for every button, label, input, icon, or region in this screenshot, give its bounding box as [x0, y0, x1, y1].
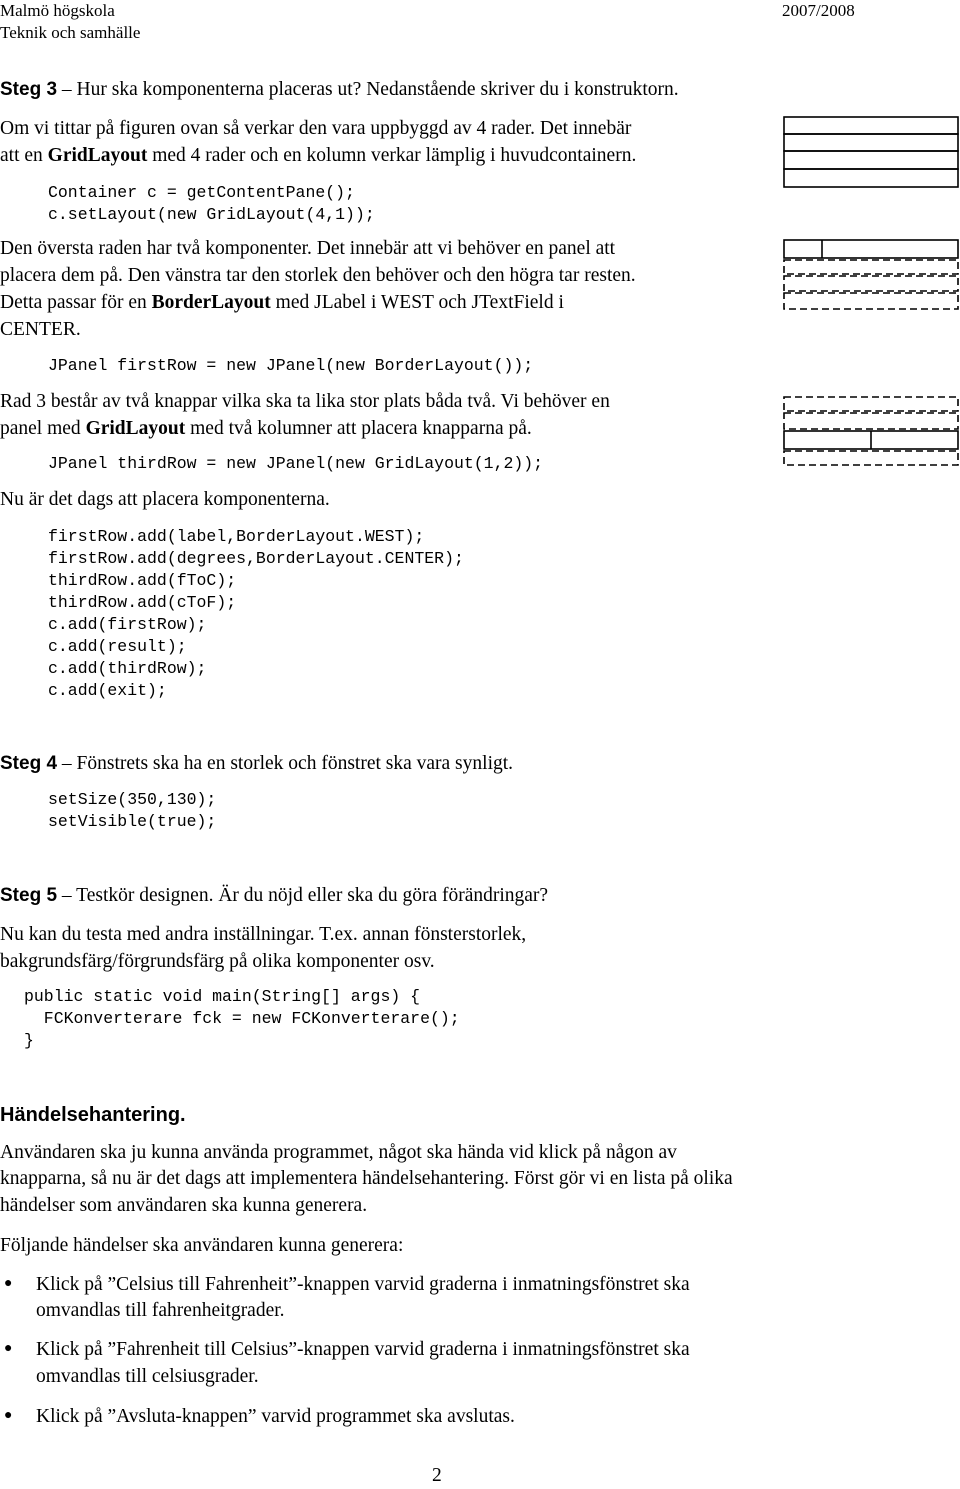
handelse-p1-line3: händelser som användaren ska kunna generera. [0, 1195, 368, 1216]
gridlayout-diagram [782, 115, 960, 190]
steg3-p3-line1: Rad 3 består av två knappar vilka ska ta lika stor plats båda två. Vi behöver en [0, 391, 610, 412]
code-line: firstRow.add(label,BorderLayout.WEST); [48, 527, 425, 546]
list-item: omvandlas till fahrenheitgrader. [36, 1300, 285, 1321]
code-line: thirdRow.add(cToF); [48, 593, 237, 612]
handelse-p2: Följande händelser ska användaren kunna generera: [0, 1235, 404, 1256]
steg4-label: Steg 4 [0, 753, 58, 774]
steg3-p2-line4: CENTER. [0, 319, 81, 340]
steg5-p1-line2: bakgrundsfärg/förgrundsfärg på olika komponenter osv. [0, 951, 435, 972]
handelse-p1-line1: Användaren ska ju kunna använda programmet, något ska hända vid klick på någon av [0, 1142, 677, 1163]
page-number: 2 [432, 1465, 442, 1486]
steg4-heading [0, 751, 513, 777]
steg4-title: – Fönstrets ska ha en storlek och fönstret ska vara synligt. [61, 753, 514, 774]
code-line: c.add(firstRow); [48, 615, 207, 634]
steg3-p3-line2: panel med GridLayout med två kolumner att placera knapparna på. [0, 418, 532, 439]
code-line: c.add(result); [48, 637, 187, 656]
steg3-p4: Nu är det dags att placera komponenterna. [0, 489, 330, 510]
steg3-p1-line1: Om vi tittar på figuren ovan så verkar den vara uppbyggd av 4 rader. Det innebär [0, 118, 632, 139]
code-line: Container c = getContentPane(); [48, 183, 355, 202]
code-line: public static void main(String[] args) { [24, 987, 421, 1006]
borderlayout-diagram [782, 238, 960, 313]
handelse-p1-line2: knapparna, så nu är det dags att implementera händelsehantering. Först gör vi en lista på olika [0, 1168, 733, 1189]
list-item: Klick på ”Celsius till Fahrenheit”-knappen varvid graderna i inmatningsfönstret ska [36, 1274, 690, 1295]
steg3-label: Steg 3 [0, 79, 58, 100]
code-line: c.add(exit); [48, 681, 167, 700]
code-line: c.setLayout(new GridLayout(4,1)); [48, 205, 375, 224]
code-line: } [24, 1031, 34, 1050]
header-year: 2007/2008 [782, 1, 855, 20]
code-line: thirdRow.add(fToC); [48, 571, 237, 590]
section-heading: Händelsehantering. [0, 1104, 186, 1126]
header-department: Teknik och samhälle [0, 23, 141, 42]
list-item: omvandlas till celsiusgrader. [36, 1366, 259, 1387]
code-line: setVisible(true); [48, 812, 217, 831]
gridlayout-row-diagram [782, 393, 960, 468]
steg3-title: – Hur ska komponenterna placeras ut? Nedanstående skriver du i konstruktorn. [61, 79, 679, 100]
steg3-p1-line2: att en GridLayout med 4 rader och en kolumn verkar lämplig i huvudcontainern. [0, 145, 637, 166]
code-line: FCKonverterare fck = new FCKonverterare(); [24, 1009, 460, 1028]
steg3-p2-line3: Detta passar för en BorderLayout med JLabel i WEST och JTextField i [0, 292, 564, 313]
code-line: JPanel thirdRow = new JPanel(new GridLayout(1,2)); [48, 454, 544, 473]
code-line: firstRow.add(degrees,BorderLayout.CENTER); [48, 549, 464, 568]
steg5-heading [0, 883, 548, 909]
code-line: c.add(thirdRow); [48, 659, 207, 678]
list-item: Klick på ”Avsluta-knappen” varvid programmet ska avslutas. [36, 1406, 515, 1427]
bullet-icon: ● [4, 1276, 13, 1291]
bullet-icon: ● [4, 1408, 13, 1423]
steg3-p2-line1: Den översta raden har två komponenter. Det innebär att vi behöver en panel att [0, 238, 616, 259]
bullet-icon: ● [4, 1341, 13, 1356]
steg5-label: Steg 5 [0, 885, 58, 906]
code-line: setSize(350,130); [48, 790, 217, 809]
steg5-p1-line1: Nu kan du testa med andra inställningar. T.ex. annan fönsterstorlek, [0, 924, 527, 945]
steg3-p2-line2: placera dem på. Den vänstra tar den storlek den behöver och den högra tar resten. [0, 265, 636, 286]
steg3-heading [0, 77, 679, 103]
steg5-title: – Testkör designen. Är du nöjd eller ska du göra förändringar? [61, 885, 549, 906]
list-item: Klick på ”Fahrenheit till Celsius”-knappen varvid graderna i inmatningsfönstret ska [36, 1339, 690, 1360]
code-line: JPanel firstRow = new JPanel(new BorderLayout()); [48, 356, 534, 375]
header-institution: Malmö högskola [0, 1, 115, 20]
